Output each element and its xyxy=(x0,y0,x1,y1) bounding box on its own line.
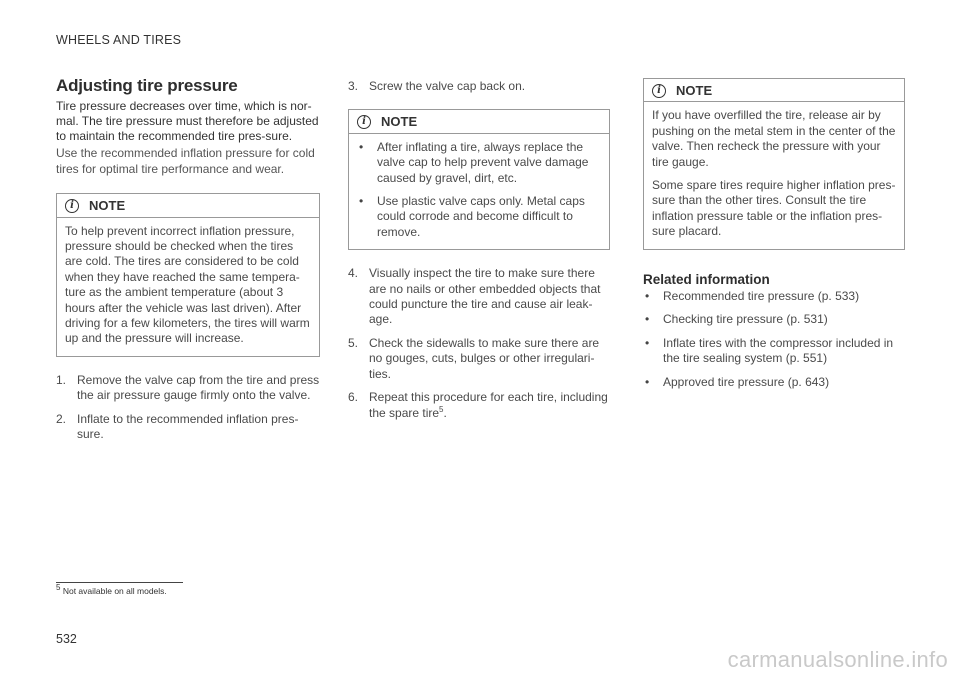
watermark: carmanualsonline.info xyxy=(727,647,948,672)
step-text: Repeat this procedure for each tire, including the spare tire xyxy=(369,390,608,420)
step-item xyxy=(348,266,610,328)
step-number: 3. xyxy=(348,79,359,93)
step-text: Remove the valve cap from the tire and press the air pressure gauge firmly onto the valve. xyxy=(77,372,320,403)
lead-paragraph: Tire pressure decreases over time, which is nor-mal. The tire pressure must therefore be adjusted to maintain the recommended tire pres-sure. xyxy=(56,99,319,144)
column-2 xyxy=(348,79,610,429)
step-item xyxy=(348,336,610,382)
note-bullet: • After inflating a tire, always replace the valve cap to help prevent valve damage caused by gravel, dirt, etc. xyxy=(357,140,601,186)
step-text: Inflate to the recommended inflation pres-sure. xyxy=(77,411,299,442)
footnote-text: Not available on all models. xyxy=(62,586,167,596)
steps-list-continued xyxy=(348,266,610,421)
step-number: 1. xyxy=(56,372,67,387)
related-links xyxy=(643,289,905,390)
related-link[interactable]: • Approved tire pressure (p. 643) xyxy=(643,375,905,390)
note-paragraph: To help prevent incorrect inflation pressure, pressure should be checked when the tires are cold. The tires are considered to be cold when they have reached the same tempera-ture as the ambient temperature (about 3 hours after the vehicle was last driven). After driving for a few kilometers, the tires will warm up and the pressure will increase. xyxy=(65,223,310,346)
intro-paragraph: Use the recommended inflation pressure for cold tires for optimal tire performance and wear. xyxy=(56,146,315,176)
note-header xyxy=(349,110,609,133)
note-bullet: • Use plastic valve caps only. Metal caps could corrode and become difficult to remove. xyxy=(357,194,601,240)
section-header: WHEELS AND TIRES xyxy=(56,33,182,47)
step-text: Visually inspect the tire to make sure there are no nails or other embedded objects that could puncture the tire and cause air leak-age. xyxy=(369,266,601,327)
note-body xyxy=(57,218,319,356)
page-number: 532 xyxy=(56,632,77,646)
step-item xyxy=(348,79,610,94)
info-icon: i xyxy=(652,84,666,98)
note-label: NOTE xyxy=(89,198,126,214)
note-header xyxy=(57,194,319,217)
note-header xyxy=(644,79,904,102)
step-text: Screw the valve cap back on. xyxy=(369,79,526,93)
note-paragraph: If you have overfilled the tire, release air by pushing on the metal stem in the center of the valve. Then recheck the pressure with your tire gauge. xyxy=(652,108,896,169)
step-item xyxy=(56,373,320,404)
column-3 xyxy=(643,78,905,398)
related-link[interactable]: • Inflate tires with the compressor included in the tire sealing system (p. 551) xyxy=(643,336,905,367)
note-paragraph: Some spare tires require higher inflation pres-sure than the other tires. Consult the tire inflation pressure table or the inflation pres-sure placard. xyxy=(652,178,896,239)
note-box-valve-cap xyxy=(348,109,610,250)
related-heading: Related information xyxy=(643,271,770,287)
page-title: Adjusting tire pressure xyxy=(56,76,238,95)
step-number: 4. xyxy=(348,266,359,281)
step-suffix: . xyxy=(443,405,447,420)
step-number: 2. xyxy=(56,411,67,426)
column-1 xyxy=(56,78,320,451)
info-icon: i xyxy=(357,115,371,129)
note-box-overfilled xyxy=(643,78,905,250)
step-item xyxy=(56,412,320,443)
note-bullet-list xyxy=(357,140,601,240)
steps-list xyxy=(56,373,320,443)
info-icon: i xyxy=(65,199,79,213)
footnote xyxy=(56,583,167,596)
related-link[interactable]: • Recommended tire pressure (p. 533) xyxy=(643,289,905,304)
note-box-cold-tires xyxy=(56,193,320,357)
step-item xyxy=(348,390,610,421)
step-number: 6. xyxy=(348,390,359,405)
note-body xyxy=(349,134,609,249)
footnote-divider xyxy=(56,582,183,583)
step-number: 5. xyxy=(348,335,359,350)
related-link[interactable]: • Checking tire pressure (p. 531) xyxy=(643,312,905,327)
note-label: NOTE xyxy=(676,83,713,98)
note-body xyxy=(644,102,904,248)
step-text: Check the sidewalls to make sure there are no gouges, cuts, bulges or other irregulari-ties. xyxy=(369,335,600,381)
note-label: NOTE xyxy=(381,114,418,130)
footnote-marker: 5 xyxy=(56,583,61,593)
footnote-reference[interactable]: 5 xyxy=(439,404,444,414)
